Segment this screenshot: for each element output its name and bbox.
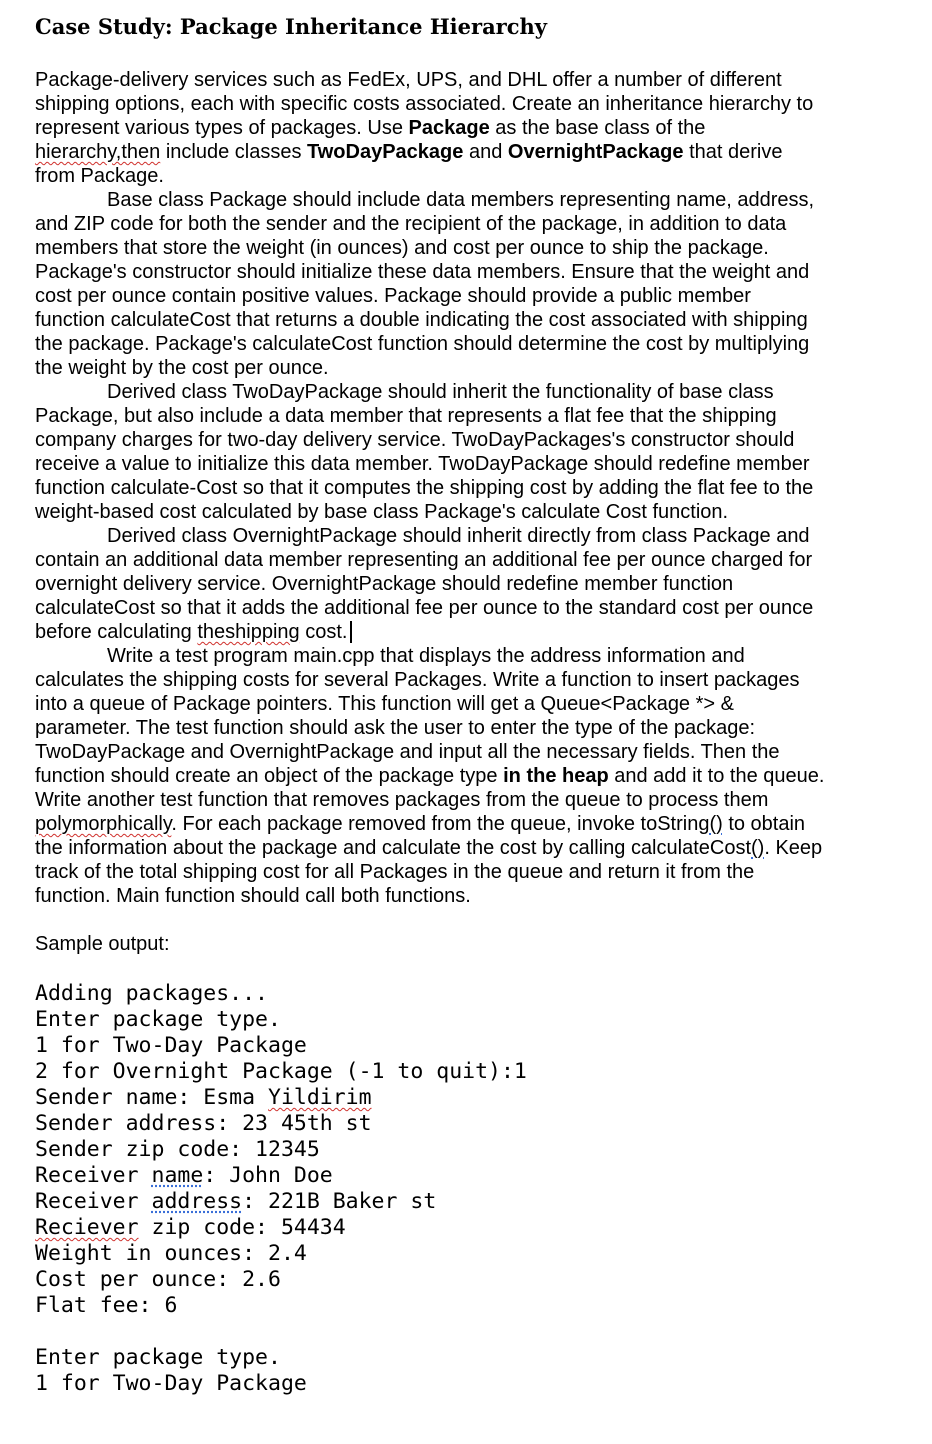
grammar-hint[interactable]: address xyxy=(151,1189,243,1214)
text-line: shipping options, each with specific costs associated. Create an inheritance hierarchy to xyxy=(35,93,814,115)
test-program-paragraph xyxy=(35,644,915,908)
code-line: Flat fee: 6 xyxy=(35,1293,178,1318)
text-line: polymorphically. For each package removed from the queue, invoke toString() to obtain xyxy=(35,813,806,835)
text-line: Package, but also include a data member that represents a flat fee that the shipping xyxy=(35,405,777,427)
intro-paragraph xyxy=(35,68,915,188)
text-line: Package-delivery services such as FedEx, UPS, and DHL offer a number of different xyxy=(35,69,782,91)
overnight-paragraph xyxy=(35,524,915,644)
spelling-error[interactable]: hierarchy,then xyxy=(35,141,161,163)
spelling-error[interactable]: theshipping xyxy=(197,621,300,643)
bold-term: TwoDayPackage xyxy=(307,141,464,163)
text-line: from Package. xyxy=(35,165,164,187)
spelling-error[interactable]: Reciever xyxy=(35,1215,139,1240)
text-line: Derived class OvernightPackage should inherit directly from class Package and xyxy=(107,525,810,547)
text-line: Write another test function that removes packages from the queue to process them xyxy=(35,789,769,811)
twoday-paragraph xyxy=(35,380,915,524)
text-line: cost per ounce contain positive values. Package should provide a public member xyxy=(35,285,751,307)
bold-term: Package xyxy=(408,117,490,139)
bold-term: OvernightPackage xyxy=(507,141,684,163)
text-line: function should create an object of the package type in the heap and add it to the queue. xyxy=(35,765,825,787)
sample-output-label: Sample output: xyxy=(35,933,170,955)
code-line: Sender address: 23 45th st xyxy=(35,1111,372,1136)
code-line: Receiver name: John Doe xyxy=(35,1163,333,1188)
text-line: Write a test program main.cpp that displays the address information and xyxy=(107,645,745,667)
code-line: 1 for Two-Day Package xyxy=(35,1033,307,1058)
text-line: into a queue of Package pointers. This function will get a Queue<Package *> & xyxy=(35,693,734,715)
text-line: calculateCost so that it adds the additional fee per ounce to the standard cost per ounce xyxy=(35,597,814,619)
text-line: calculates the shipping costs for several Packages. Write a function to insert packages xyxy=(35,669,800,691)
text-line: receive a value to initialize this data member. TwoDayPackage should redefine member xyxy=(35,453,810,475)
code-line: Weight in ounces: 2.4 xyxy=(35,1241,307,1266)
code-line: Cost per ounce: 2.6 xyxy=(35,1267,281,1292)
text-line: Base class Package should include data members representing name, address, xyxy=(107,189,815,211)
text-line: function calculateCost that returns a double indicating the cost associated with shipping xyxy=(35,309,808,331)
text-line: the information about the package and calculate the cost by calling calculateCost(). Keep xyxy=(35,837,823,859)
code-line: Reciever zip code: 54434 xyxy=(35,1215,346,1240)
document-title: Case Study: Package Inheritance Hierarchy xyxy=(35,14,547,39)
text-line: TwoDayPackage and OvernightPackage and input all the necessary fields. Then the xyxy=(35,741,780,763)
code-line: 2 for Overnight Package (-1 to quit):1 xyxy=(35,1059,527,1084)
code-line: Receiver address: 221B Baker st xyxy=(35,1189,437,1214)
text-line: before calculating theshipping cost. xyxy=(35,620,915,644)
text-line: overnight delivery service. OvernightPackage should redefine member function xyxy=(35,573,734,595)
bold-term: in the heap xyxy=(503,765,609,787)
text-line: function calculate-Cost so that it computes the shipping cost by adding the flat fee to the xyxy=(35,477,814,499)
text-line: weight-based cost calculated by base class Package's calculate Cost function. xyxy=(35,501,729,523)
sample-output-block xyxy=(35,981,527,1397)
grammar-hint[interactable]: () xyxy=(709,813,723,835)
text-line: parameter. The test function should ask the user to enter the type of the package: xyxy=(35,717,756,739)
blank-line xyxy=(35,1319,527,1345)
text-line: Package's constructor should initialize these data members. Ensure that the weight and xyxy=(35,261,810,283)
text-line: company charges for two-day delivery service. TwoDayPackages's constructor should xyxy=(35,429,795,451)
base-class-paragraph xyxy=(35,188,915,380)
text-line: function. Main function should call both functions. xyxy=(35,885,471,907)
text-line: contain an additional data member representing an additional fee per ounce charged for xyxy=(35,549,813,571)
grammar-hint[interactable]: name xyxy=(151,1163,204,1188)
text-line: and ZIP code for both the sender and the recipient of the package, in addition to data xyxy=(35,213,787,235)
text-line: Derived class TwoDayPackage should inherit the functionality of base class xyxy=(107,381,774,403)
code-line: Adding packages... xyxy=(35,981,268,1006)
code-line: Sender zip code: 12345 xyxy=(35,1137,320,1162)
text-line: the package. Package's calculateCost function should determine the cost by multiplying xyxy=(35,333,810,355)
text-line: represent various types of packages. Use Package as the base class of the xyxy=(35,117,706,139)
text-line: hierarchy,then include classes TwoDayPackage and OvernightPackage that derive xyxy=(35,141,783,163)
spelling-error[interactable]: polymorphically xyxy=(35,813,172,835)
text-cursor xyxy=(350,621,352,643)
grammar-hint[interactable]: () xyxy=(751,837,765,859)
text-line: members that store the weight (in ounces) and cost per ounce to ship the package. xyxy=(35,237,769,259)
text-line: the weight by the cost per ounce. xyxy=(35,357,329,379)
code-line: Enter package type. xyxy=(35,1345,281,1370)
code-line: Enter package type. xyxy=(35,1007,281,1032)
code-line: Sender name: Esma Yildirim xyxy=(35,1085,372,1110)
text-line: track of the total shipping cost for all Packages in the queue and return it from the xyxy=(35,861,755,883)
code-line: 1 for Two-Day Package xyxy=(35,1371,307,1396)
spelling-error[interactable]: Yildirim xyxy=(268,1085,372,1110)
